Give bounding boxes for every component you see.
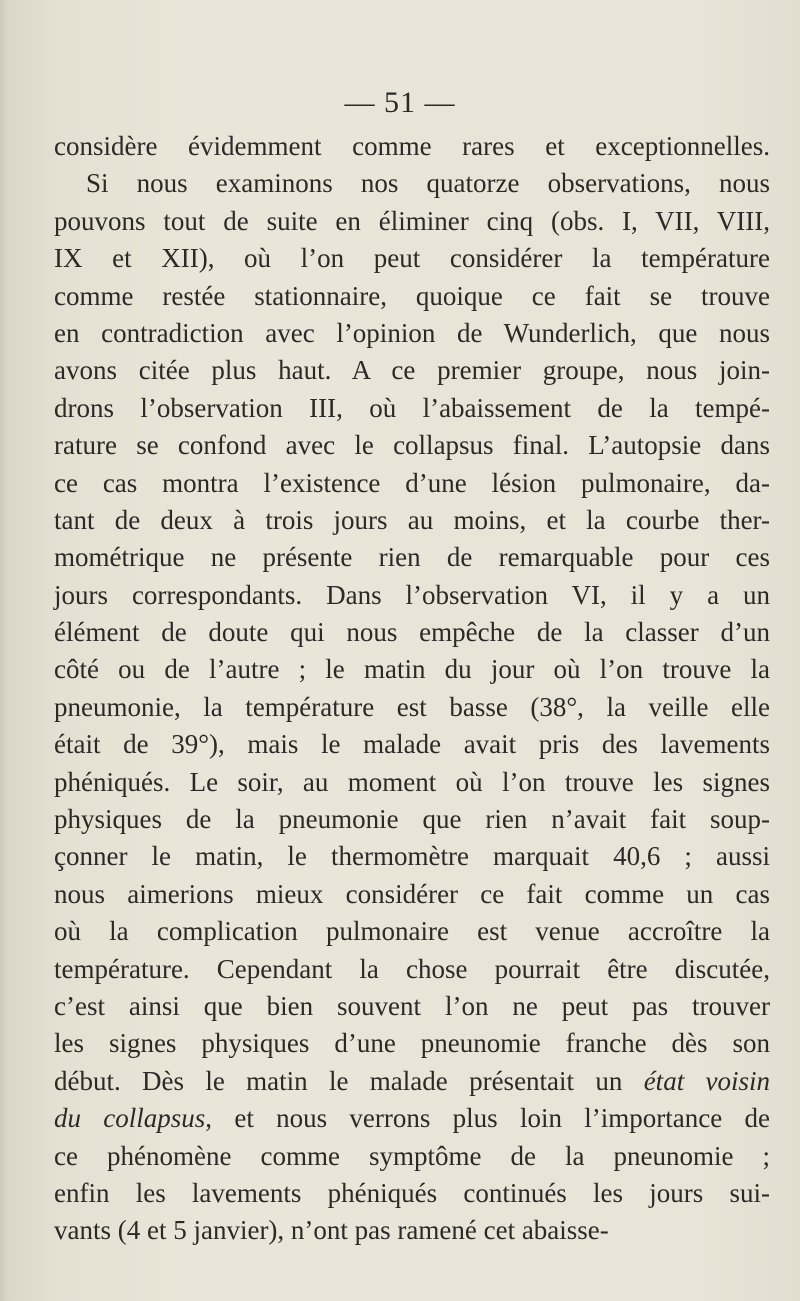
- text-line: rature se confond avec le collapsus final. L’autopsie dans: [54, 430, 770, 461]
- text-line: çonner le matin, le thermomètre marquait 40,6 ; aussi: [54, 841, 770, 872]
- text-line: du collapsus, et nous verrons plus loin l’importance de: [54, 1103, 770, 1134]
- page-number: — 51 —: [344, 86, 456, 119]
- text-line: était de 39°), mais le malade avait pris des lavements: [54, 729, 770, 760]
- italic-phrase: état voisin: [643, 1065, 771, 1096]
- text-line: élément de doute qui nous empêche de la classer d’un: [54, 617, 770, 648]
- text-line: avons citée plus haut. A ce premier groupe, nous join-: [54, 355, 770, 386]
- text-line: tant de deux à trois jours au moins, et la courbe ther-: [54, 504, 770, 535]
- text-line: pouvons tout de suite en éliminer cinq (obs. I, VII, VIII,: [54, 205, 770, 236]
- text-line: ce cas montra l’existence d’une lésion pulmonaire, da-: [54, 467, 770, 498]
- text-line: où la complication pulmonaire est venue accroître la: [54, 916, 770, 947]
- text-line: jours correspondants. Dans l’observation VI, il y a un: [54, 579, 770, 610]
- text-line: mométrique ne présente rien de remarquable pour ces: [54, 542, 770, 573]
- text-line: Si nous examinons nos quatorze observations, nous: [86, 168, 770, 199]
- text-line: enfin les lavements phéniqués continués les jours sui-: [54, 1177, 770, 1208]
- page-edge-shadow: [0, 0, 8, 1301]
- text-line: température. Cependant la chose pourrait être discutée,: [54, 953, 770, 984]
- text-line: ce phénomène comme symptôme de la pneunomie ;: [54, 1140, 770, 1171]
- text-line: vants (4 et 5 janvier), n’ont pas ramené cet abaisse-: [54, 1215, 609, 1246]
- text-line: considère évidemment comme rares et exceptionnelles.: [54, 131, 770, 161]
- text-line: pneumonie, la température est basse (38°, la veille elle: [54, 691, 770, 722]
- text-line: début. Dès le matin le malade présentait un état voisin: [54, 1065, 771, 1096]
- text-line: IX et XII), où l’on peut considérer la température: [54, 243, 770, 274]
- italic-phrase: du collapsus: [54, 1103, 206, 1134]
- text-line: phéniqués. Le soir, au moment où l’on trouve les signes: [54, 766, 770, 797]
- text-line: nous aimerions mieux considérer ce fait comme un cas: [54, 878, 770, 909]
- text-line: les signes physiques d’une pneunomie franche dès son: [54, 1028, 770, 1059]
- text-line: physiques de la pneumonie que rien n’avait fait soup-: [54, 804, 770, 835]
- text-line: côté ou de l’autre ; le matin du jour où l’on trouve la: [54, 654, 770, 685]
- body-text: [54, 128, 770, 1250]
- text-line: c’est ainsi que bien souvent l’on ne peut pas trouver: [54, 990, 770, 1021]
- text-line: comme restée stationnaire, quoique ce fait se trouve: [54, 280, 770, 311]
- text-line: drons l’observation III, où l’abaissement de la tempé-: [54, 392, 770, 423]
- text-line: en contradiction avec l’opinion de Wunderlich, que nous: [54, 317, 770, 348]
